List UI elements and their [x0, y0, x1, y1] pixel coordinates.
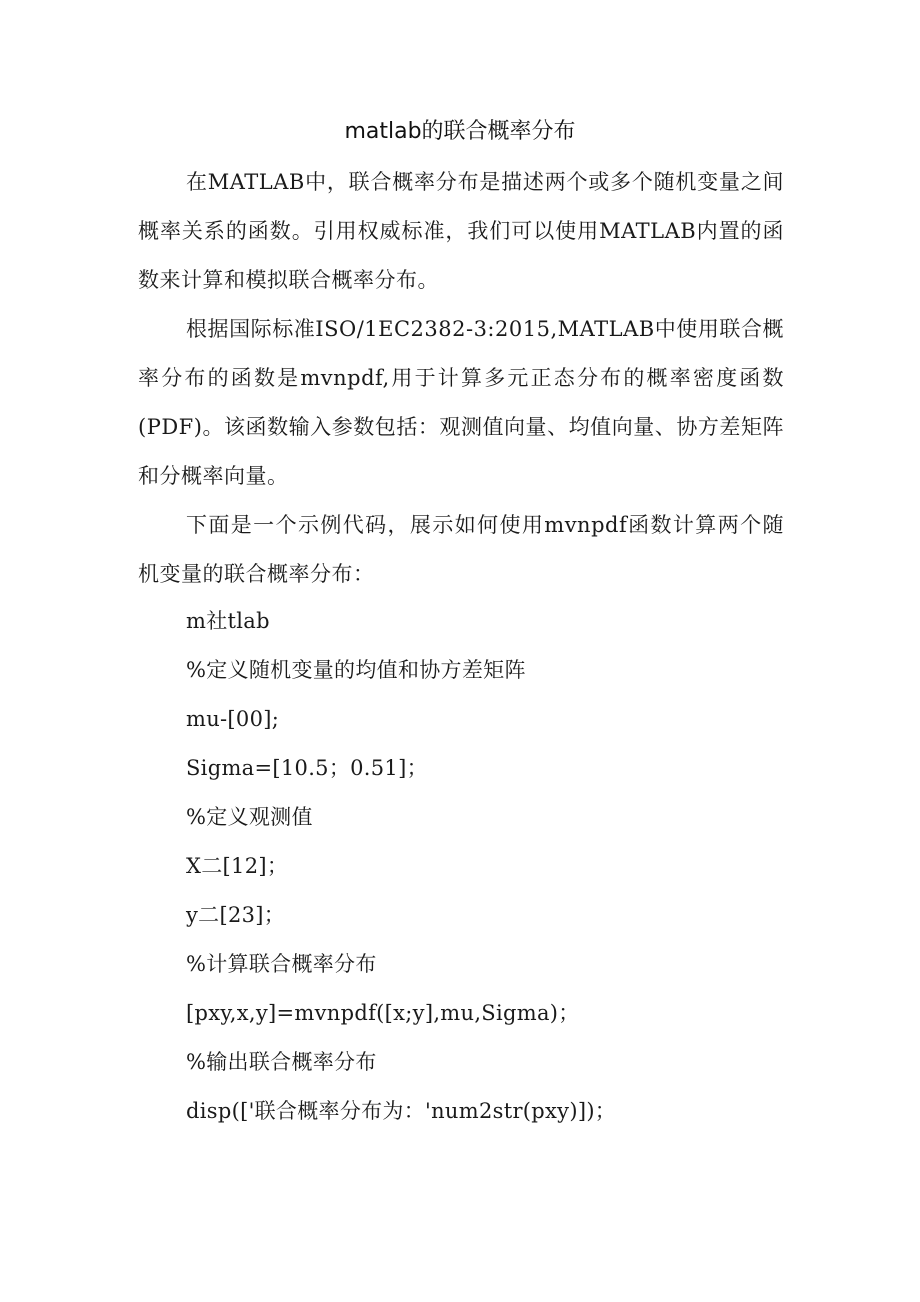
code-line: %计算联合概率分布	[186, 952, 377, 976]
code-block	[186, 597, 786, 1136]
document-body	[138, 158, 784, 599]
code-line: m社tlab	[186, 609, 270, 633]
code-line: y二[23]；	[186, 903, 286, 927]
code-line: %定义随机变量的均值和协方差矩阵	[186, 658, 526, 682]
paragraph-example-intro: 下面是一个示例代码，展示如何使用mvnpdf函数计算两个随机变量的联合概率分布：	[138, 513, 784, 586]
code-line: Sigma=[10.5；0.51]；	[186, 756, 428, 780]
code-line: %输出联合概率分布	[186, 1050, 377, 1074]
document-title: matlab的联合概率分布	[344, 119, 576, 144]
code-line: [pxy,x,y]=mvnpdf([x;y],mu,Sigma)；	[186, 1001, 580, 1025]
code-line: disp(['联合概率分布为：'num2str(pxy)])；	[186, 1099, 617, 1123]
code-line: mu-[00];	[186, 707, 280, 731]
paragraph-intro: 在MATLAB中，联合概率分布是描述两个或多个随机变量之间概率关系的函数。引用权威标准，我们可以使用MATLAB内置的函数来计算和模拟联合概率分布。	[138, 170, 784, 292]
code-line: %定义观测值	[186, 805, 313, 829]
paragraph-standard: 根据国际标准ISO/1EC2382-3:2015,MATLAB中使用联合概率分布的函数是mvnpdf,用于计算多元正态分布的概率密度函数(PDF)。该函数输入参数包括：观测值向量、均值向量、协方差矩阵和分概率向量。	[138, 317, 784, 488]
code-line: X二[12]；	[186, 854, 289, 878]
